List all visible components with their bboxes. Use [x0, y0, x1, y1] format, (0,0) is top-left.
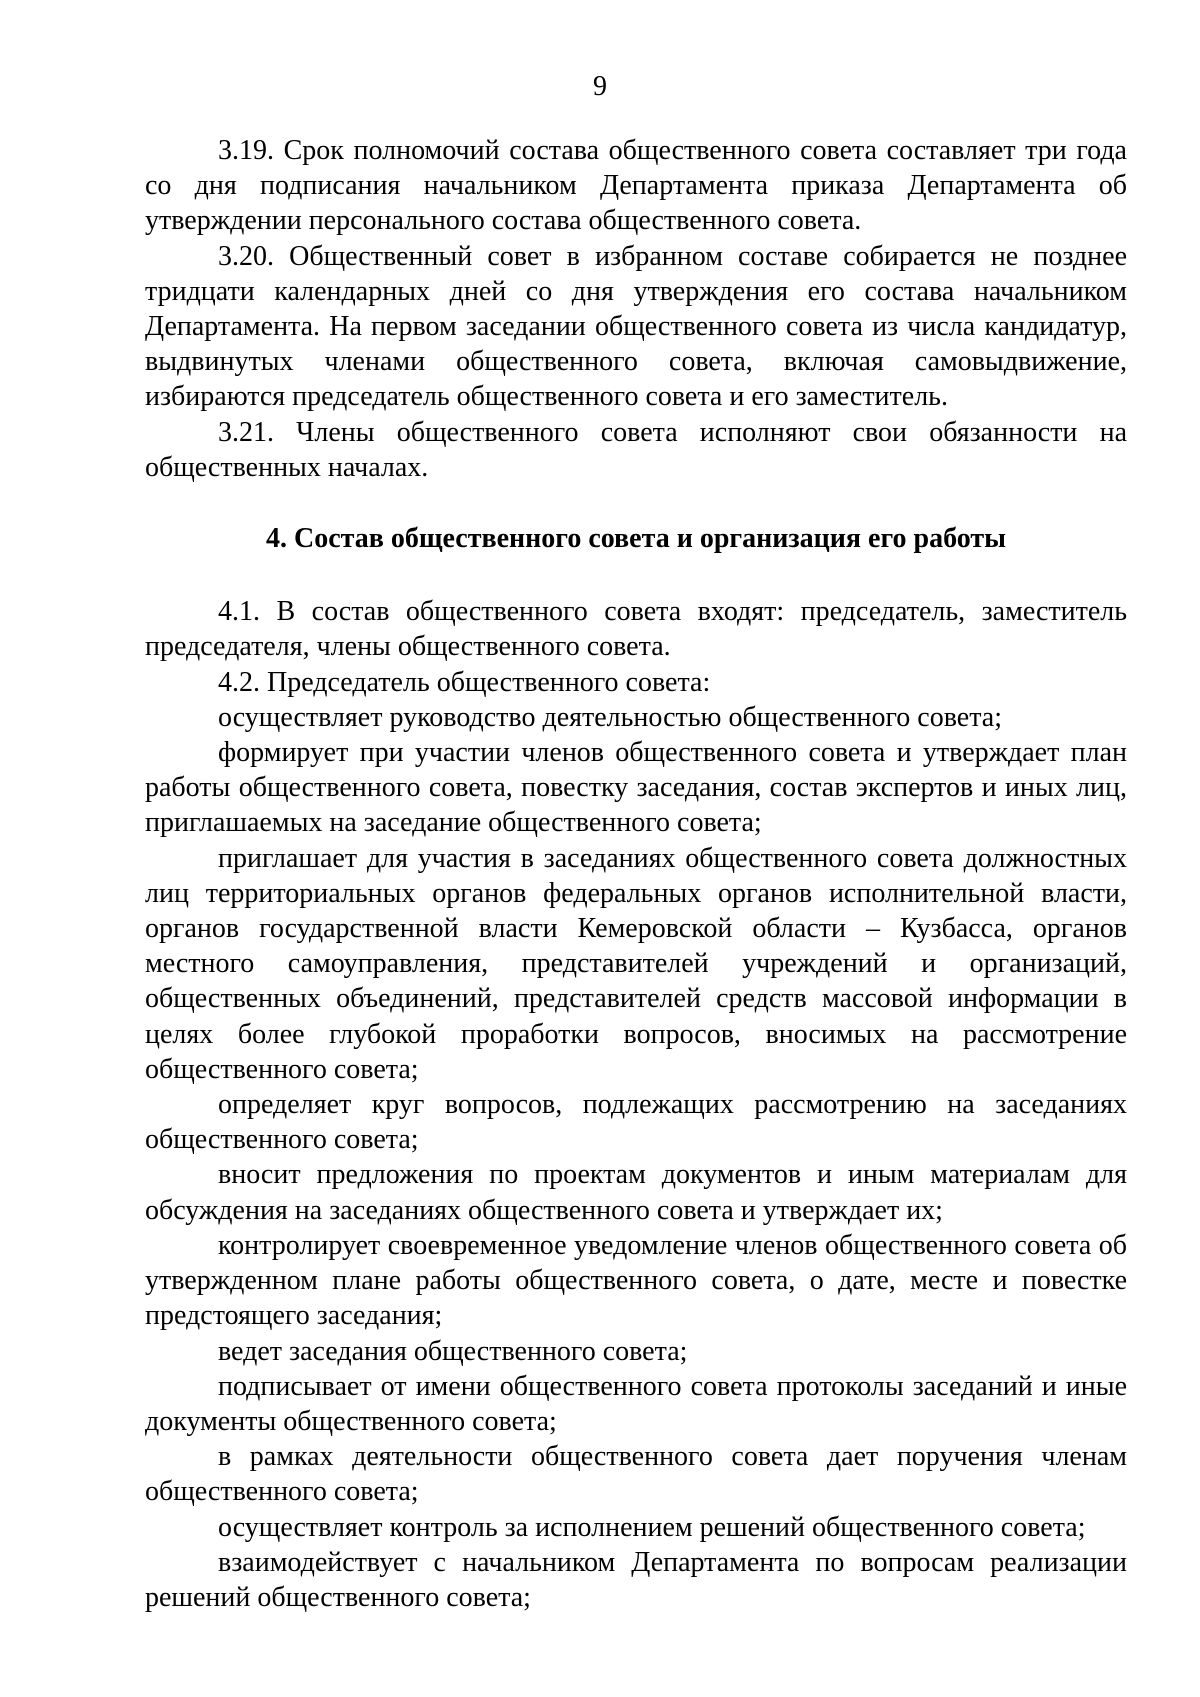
paragraph-3-21: 3.21. Члены общественного совета исполняют свои обязанности на общественных началах. — [145, 416, 1127, 483]
chairman-duty-item: в рамках деятельности общественного совета дает поручения членам общественного совета; — [145, 1441, 1127, 1508]
paragraph-3-19: 3.19. Срок полномочий состава общественного совета составляет три года со дня подписания начальником Департамента приказа Департамента об утверждении персонального состава общественного совета. — [145, 135, 1127, 237]
chairman-duty-item: осуществляет контроль за исполнением решений общественного совета; — [218, 1511, 1086, 1543]
document-body — [145, 133, 1127, 1615]
paragraph-4-2: 4.2. Председатель общественного совета: — [218, 666, 711, 698]
paragraph-3-20: 3.20. Общественный совет в избранном составе собирается не позднее тридцати календарных дней со дня утверждения его состава начальником Департамента. На первом заседании общественного совета из числа кандидатур, выдвинутых членами общественного совета, включая самовыдвижение, избираются председатель общественного совета и его заместитель. — [145, 240, 1127, 413]
chairman-duty-item: взаимодействует с начальником Департамента по вопросам реализации решений общественного совета; — [145, 1546, 1127, 1613]
chairman-duty-item: подписывает от имени общественного совета протоколы заседаний и иные документы общественного совета; — [145, 1370, 1127, 1437]
chairman-duty-item: приглашает для участия в заседаниях общественного совета должностных лиц территориальных органов федеральных органов исполнительной власти, органов государственной власти Кемеровской области – Кузбасса, органов местного самоуправления, представителей учреждений и организаций, общественных объединений, представителей средств массовой информации в целях более глубокой проработки вопросов, вносимых на рассмотрение общественного совета; — [145, 842, 1127, 1085]
chairman-duty-item: определяет круг вопросов, подлежащих рассмотрению на заседаниях общественного совета; — [145, 1089, 1127, 1156]
chairman-duty-item: контролирует своевременное уведомление членов общественного совета об утвержденном плане работы общественного совета, о дате, месте и повестке предстоящего заседания; — [145, 1229, 1127, 1332]
section-4-heading: 4. Состав общественного совета и организация его работы — [266, 523, 1006, 555]
page-number: 9 — [593, 71, 607, 102]
paragraph-4-1: 4.1. В состав общественного совета входят: председатель, заместитель председателя, члены общественного совета. — [145, 596, 1127, 663]
chairman-duty-item: формирует при участии членов общественного совета и утверждает план работы общественного совета, повестку заседания, состав экспертов и иных лиц, приглашаемых на заседание общественного совета; — [145, 737, 1127, 839]
chairman-duty-item: осуществляет руководство деятельностью общественного совета; — [218, 701, 1002, 733]
chairman-duty-item: вносит предложения по проектам документов и иным материалам для обсуждения на заседаниях общественного совета и утверждает их; — [145, 1159, 1127, 1226]
chairman-duty-item: ведет заседания общественного совета; — [218, 1335, 688, 1367]
